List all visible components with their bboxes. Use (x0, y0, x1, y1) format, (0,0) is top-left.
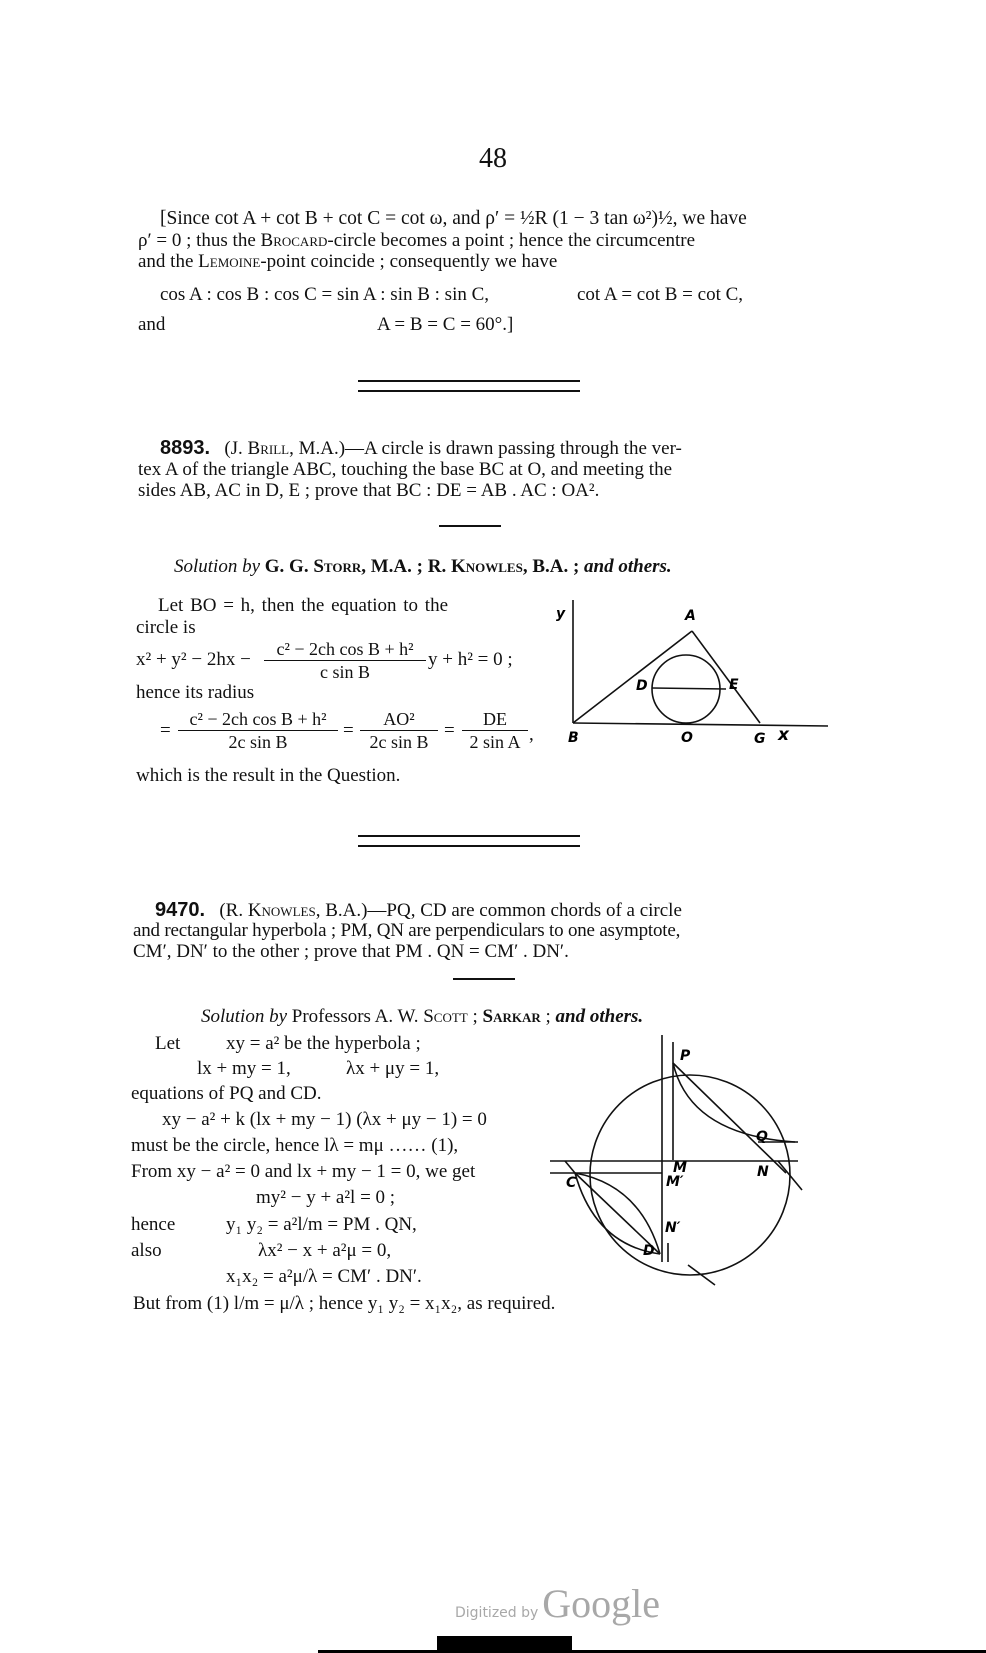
eq-lhs: x² + y² − 2hx − (136, 649, 251, 670)
tick-C (565, 1161, 575, 1173)
chord-pq-eq: lx + my = 1, (197, 1058, 291, 1079)
numerator: DE (462, 708, 528, 731)
solver-name: Knowles (450, 556, 523, 577)
triangle-circle-figure (550, 590, 830, 760)
text: , M.A.)—A circle is drawn passing through the ver- (289, 438, 682, 459)
hence-label: hence (131, 1214, 176, 1235)
text: , M.A. ; R. (361, 556, 451, 577)
author-name: Knowles (247, 900, 316, 921)
label-D: D (636, 678, 648, 694)
label-x: x (778, 725, 789, 745)
solver-name: Scott (423, 1006, 468, 1027)
lemoine-name: Lemoine (198, 251, 261, 272)
google-logo: Google (542, 1581, 661, 1626)
double-rule-divider (358, 380, 580, 392)
label-G: G (754, 731, 766, 747)
circle-eq: xy − a² + k (lx + my − 1) (λx + μy − 1) = 0 (162, 1109, 487, 1130)
q9470-line-3: CM′, DN′ to the other ; prove that PM . QN = CM′ . DN′. (133, 941, 569, 962)
denominator: 2 sin A (469, 732, 521, 752)
label-O: O (681, 730, 693, 746)
q9470-text-equations: equations of PQ and CD. (131, 1083, 322, 1104)
label-B: B (568, 730, 579, 746)
text: Solution by (174, 556, 261, 577)
text: and others. (584, 556, 672, 577)
text: and others. (555, 1006, 644, 1027)
q8893-conclusion: which is the result in the Question. (136, 765, 401, 786)
short-rule (439, 525, 501, 527)
note-eq-1: cos A : cos B : cos C = sin A : sin B : sin C, (160, 284, 490, 305)
watermark-small-text: Digitized by (455, 1605, 539, 1621)
line-DE (652, 688, 726, 689)
equals: = (444, 720, 455, 741)
q9470-text-circle: must be the circle, hence lλ = mμ …… (1), (131, 1135, 459, 1156)
q9470-conclusion: But from (1) l/m = μ/λ ; hence y₁ y₂ = x₁x₂, as required. (133, 1293, 556, 1314)
radius-fraction-1 (178, 708, 338, 753)
chord-PQ (673, 1063, 786, 1173)
q8893-line-1 (160, 437, 682, 460)
text: -circle becomes a point ; hence the circumcentre (327, 230, 696, 251)
text: ρ′ = 0 ; thus the (138, 230, 261, 251)
q8893-solution-byline (174, 556, 672, 578)
solver-name: Sarkar (482, 1006, 541, 1027)
question-number: 9470. (155, 899, 206, 921)
circle-hyperbola-figure (540, 1030, 840, 1300)
label-M-prime: M′ (666, 1174, 684, 1190)
note-eq-2: cot A = cot B = cot C, (577, 284, 744, 305)
label-M: M (673, 1160, 687, 1176)
note-and: and (138, 314, 166, 335)
label-C: C (566, 1175, 577, 1191)
chord-cd-eq: λx + μy = 1, (346, 1058, 440, 1079)
label-N: N (757, 1164, 769, 1180)
note-line-2 (138, 230, 695, 252)
label-E: E (729, 677, 739, 693)
q9470-line-2: and rectangular hyperbola ; PM, QN are perpendiculars to one asymptote, (133, 920, 681, 941)
text: -point coincide ; consequently we have (260, 251, 558, 272)
double-rule-divider (358, 835, 580, 847)
product-x: x₁x₂ = a²μ/λ = CM′ . DN′. (226, 1266, 422, 1287)
short-rule (453, 978, 515, 980)
q8893-text-3: hence its radius (136, 682, 255, 703)
equals: = (343, 720, 354, 741)
radius-fraction-2 (360, 708, 438, 753)
chord-CD (575, 1173, 660, 1254)
page-number: 48 (479, 143, 507, 174)
label-P: P (680, 1048, 691, 1064)
text: Solution by (201, 1006, 288, 1027)
text: , B.A. ; (522, 556, 580, 577)
comma: , (529, 724, 534, 745)
denominator: 2c sin B (369, 732, 429, 752)
label-N-prime: N′ (665, 1220, 681, 1236)
numerator: AO² (360, 708, 438, 731)
hyperbola-eq: xy = a² be the hyperbola ; (226, 1033, 421, 1054)
text: ; (467, 1006, 483, 1027)
also-label: also (131, 1240, 162, 1261)
q9470-line-1 (155, 899, 682, 922)
label-A: A (685, 608, 696, 624)
numerator: c² − 2ch cos B + h² (264, 638, 426, 661)
label-D: D (643, 1243, 655, 1259)
q9470-text-from: From xy − a² = 0 and lx + my − 1 = 0, we get (131, 1161, 476, 1182)
text: and the (138, 251, 199, 272)
brocard-name: Brocard (260, 230, 328, 251)
q9470-solution-byline (201, 1006, 643, 1028)
x-axis (573, 723, 828, 726)
q8893-text-2: circle is (136, 617, 196, 638)
quadratic-x: λx² − x + a²μ = 0, (258, 1240, 392, 1261)
q8893-text-1: Let BO = h, then the equation to the (158, 595, 449, 616)
note-line-3 (138, 251, 557, 273)
q8893-line-2: tex A of the triangle ABC, touching the base BC at O, and meeting the (138, 459, 673, 480)
line-AG (692, 631, 760, 723)
let-label: Let (155, 1033, 181, 1054)
note-eq-3: A = B = C = 60°.] (377, 314, 514, 335)
question-number: 8893. (160, 437, 211, 459)
line-BA (573, 631, 692, 723)
text: (J. (224, 438, 248, 459)
label-y: y (556, 606, 566, 622)
radius-fraction-3 (462, 708, 528, 753)
google-watermark (455, 1580, 660, 1627)
text: Professors A. W. (291, 1006, 424, 1027)
product-y: y₁ y₂ = a²l/m = PM . QN, (226, 1214, 417, 1235)
q8893-line-3: sides AB, AC in D, E ; prove that BC : DE = AB . AC : OA². (138, 480, 600, 501)
note-line-1: [Since cot A + cot B + cot C = cot ω, and ρ′ = ½R (1 − 3 tan ω²)½, we have (160, 208, 747, 229)
solver-name: Storr (313, 556, 362, 577)
eq-rhs: y + h² = 0 ; (428, 649, 513, 670)
text: (R. (219, 900, 248, 921)
radius-prefix: = (160, 720, 171, 741)
author-name: Brill (247, 438, 290, 459)
label-Q: Q (756, 1129, 768, 1145)
text: ; (540, 1006, 551, 1027)
numerator: c² − 2ch cos B + h² (178, 708, 338, 731)
text: G. G. (264, 556, 314, 577)
denominator: c sin B (319, 662, 370, 682)
denominator: 2c sin B (228, 732, 288, 752)
quadratic-y: my² − y + a²l = 0 ; (256, 1187, 396, 1208)
eq-fraction (264, 638, 426, 683)
text: , B.A.)—PQ, CD are common chords of a circle (315, 900, 682, 921)
